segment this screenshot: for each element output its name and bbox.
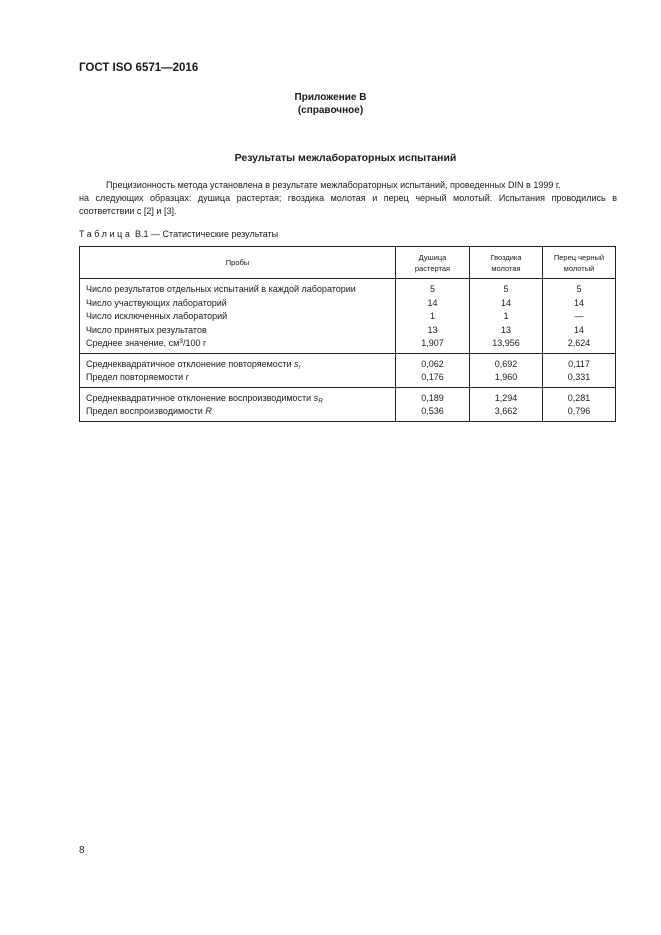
cell-pepper: 0,281 xyxy=(543,387,616,405)
table-row xyxy=(80,279,616,297)
row-symbol: s xyxy=(313,392,319,403)
table-header-row xyxy=(80,247,616,279)
row-symbol: r xyxy=(185,372,189,382)
header-cloves-line2: молотая xyxy=(491,263,521,273)
table-group-counts xyxy=(80,279,616,354)
table-row xyxy=(80,337,616,353)
row-label-text: Среднеквадратичное отклонение повторяемости xyxy=(86,358,292,369)
table-caption-number: В.1 xyxy=(135,229,149,239)
table-row xyxy=(80,310,616,324)
table-row xyxy=(80,353,616,371)
intro-paragraph-rest: на следующих образцах: душица растертая; гвоздика молотая и перец черный молотый. Испытания проводились в соответствии с [2] и [3]. xyxy=(79,193,617,216)
table-row xyxy=(80,405,616,421)
row-label-text: Среднее значение, см xyxy=(86,338,180,348)
table-group-reproducibility xyxy=(80,387,616,421)
section-title: Результаты межлабораторных испытаний xyxy=(234,152,457,164)
cell-pepper: 0,117 xyxy=(543,353,616,371)
intro-paragraph xyxy=(79,179,617,218)
cell-cloves: 14 xyxy=(470,297,543,311)
table-caption-label: Таблица xyxy=(79,229,133,239)
cell-oregano: 0,062 xyxy=(396,353,470,371)
row-label-text: Среднеквадратичное отклонение воспроизводимости xyxy=(86,392,312,403)
cell-pepper: 14 xyxy=(543,324,616,338)
header-pepper-line2: молотый xyxy=(563,263,595,273)
cell-oregano: 0,536 xyxy=(396,405,470,421)
cell-cloves: 1 xyxy=(470,310,543,324)
row-label: Число результатов отдельных испытаний в каждой лаборатории xyxy=(80,279,396,297)
header-cloves-line1: Гвоздика xyxy=(490,252,522,262)
cell-oregano: 1,907 xyxy=(396,337,470,353)
page-number: 8 xyxy=(79,845,85,856)
unit-rest: /100 г xyxy=(182,338,207,348)
table-row xyxy=(80,324,616,338)
table-row xyxy=(80,297,616,311)
cell-oregano: 14 xyxy=(396,297,470,311)
intro-paragraph-line1: Прецизионность метода установлена в результате межлабораторных испытаний, проведенных DIN в 1999 г. xyxy=(106,180,561,190)
cell-pepper: 5 xyxy=(543,279,616,297)
row-label-text: Предел воспроизводимости xyxy=(86,406,203,416)
header-oregano-line2: растертая xyxy=(414,263,451,273)
row-symbol: s xyxy=(293,358,299,369)
statistics-table xyxy=(79,246,616,422)
row-symbol: R xyxy=(205,406,212,416)
header-cloves xyxy=(470,247,543,279)
appendix-title: Приложение В xyxy=(294,92,367,103)
table-row xyxy=(80,371,616,387)
cell-cloves: 3,662 xyxy=(470,405,543,421)
row-label xyxy=(80,353,396,371)
cell-oregano: 0,189 xyxy=(396,387,470,405)
unit-power: 3 xyxy=(179,338,183,345)
header-oregano-line1: Душица xyxy=(418,252,447,262)
cell-oregano: 5 xyxy=(396,279,470,297)
cell-pepper: 0,796 xyxy=(543,405,616,421)
header-pepper xyxy=(543,247,616,279)
cell-pepper: 14 xyxy=(543,297,616,311)
cell-cloves: 1,294 xyxy=(470,387,543,405)
cell-cloves: 13,956 xyxy=(470,337,543,353)
row-symbol-subscript: r xyxy=(298,363,301,371)
table-caption xyxy=(79,229,278,239)
document-code: ГОСТ ISO 6571—2016 xyxy=(79,62,199,74)
table-row xyxy=(80,387,616,405)
cell-cloves: 1,960 xyxy=(470,371,543,387)
table-caption-text: — Статистические результаты xyxy=(151,229,279,239)
header-oregano xyxy=(396,247,470,279)
appendix-heading xyxy=(0,91,661,117)
cell-pepper: — xyxy=(543,310,616,324)
row-label: Число принятых результатов xyxy=(80,324,396,338)
cell-oregano: 13 xyxy=(396,324,470,338)
row-label xyxy=(80,337,396,353)
row-symbol-subscript: R xyxy=(318,397,323,405)
cell-pepper: 0,331 xyxy=(543,371,616,387)
cell-pepper: 2,624 xyxy=(543,337,616,353)
cell-oregano: 0,176 xyxy=(396,371,470,387)
row-label xyxy=(80,371,396,387)
row-label: Число исключенных лабораторий xyxy=(80,310,396,324)
row-label-text: Предел повторяемости xyxy=(86,372,184,382)
cell-cloves: 5 xyxy=(470,279,543,297)
row-label xyxy=(80,405,396,421)
appendix-subtitle: (справочное) xyxy=(297,105,364,116)
table-group-repeatability xyxy=(80,353,616,387)
header-probes: Пробы xyxy=(80,247,396,279)
cell-oregano: 1 xyxy=(396,310,470,324)
cell-cloves: 0,692 xyxy=(470,353,543,371)
cell-cloves: 13 xyxy=(470,324,543,338)
row-label: Число участвующих лабораторий xyxy=(80,297,396,311)
row-label xyxy=(80,387,396,405)
header-pepper-line1: Перец черный xyxy=(553,252,605,262)
